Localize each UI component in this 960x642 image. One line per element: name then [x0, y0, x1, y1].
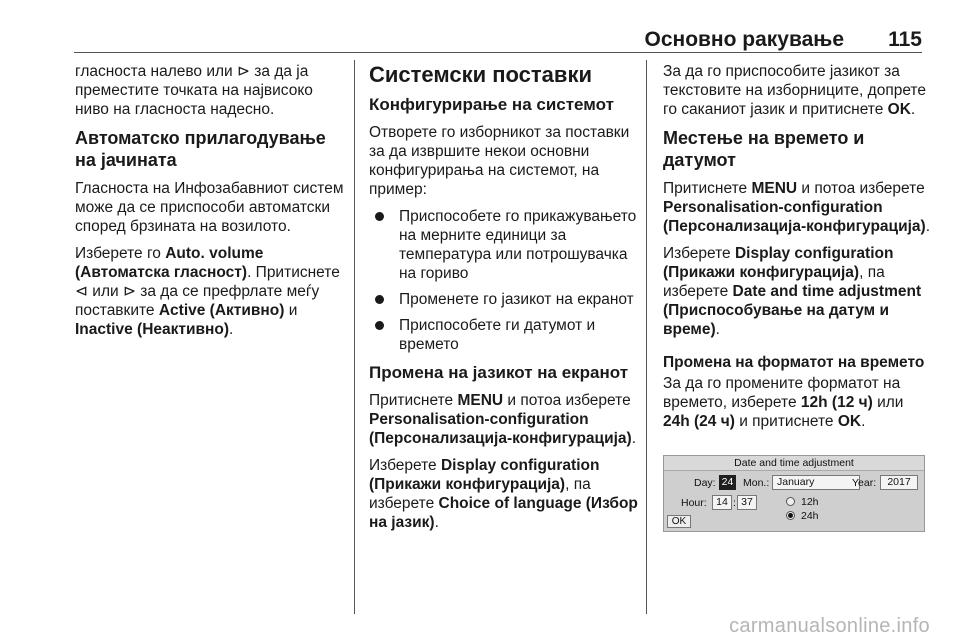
- radio-12h-label: 12h: [801, 496, 819, 508]
- auto-volume-option: Auto. volume (Автоматска гласност): [75, 245, 264, 281]
- minute-field[interactable]: 37: [737, 495, 757, 510]
- language-paragraph-3: За да го приспособите јазикот за текстовите на изборниците, допрете го саканиот јазик и притиснете OK.: [663, 63, 926, 118]
- column-2: [369, 62, 639, 540]
- page-number: 115: [888, 28, 922, 51]
- section-title: Основно ракување: [644, 28, 844, 51]
- choice-language-option: Choice of language (Избор на јазик): [369, 495, 638, 531]
- display-config-option: Display configuration (Прикажи конфигурација): [369, 457, 600, 493]
- dialog-title: Date and time adjustment: [664, 456, 924, 471]
- radio-24h[interactable]: [786, 511, 795, 520]
- hour-field[interactable]: 14: [712, 495, 732, 510]
- system-settings-title: Системски поставки: [369, 62, 592, 87]
- header-rule: [74, 52, 922, 53]
- personalisation-option: Personalisation-configuration (Персонализација-конфигурација): [369, 411, 632, 447]
- datetime-paragraph-2: Изберете Display configuration (Прикажи конфигурација), па изберете Date and time adjustment (Приспособување на датум и време).: [663, 245, 922, 338]
- settings-bullet-list: [369, 207, 639, 354]
- system-config-subtitle: Конфигурирање на системот: [369, 95, 614, 114]
- day-field[interactable]: 24: [719, 475, 736, 490]
- list-item: Променете го јазикот на екранот: [369, 290, 639, 309]
- year-label: Year:: [852, 477, 877, 489]
- display-config-option: Display configuration (Прикажи конфигурација): [663, 245, 894, 281]
- year-field[interactable]: 2017: [880, 475, 918, 490]
- bullet-icon: [375, 321, 384, 330]
- time-format-paragraph: За да го промените форматот на времето, изберете 12h (12 ч) или 24h (24 ч) и притиснете OK.: [663, 375, 904, 430]
- list-item: Приспособете ги датумот и времето: [369, 316, 639, 354]
- ok-button[interactable]: OK: [667, 515, 691, 528]
- day-label: Day:: [694, 477, 716, 489]
- time-format-heading: Промена на форматот на времето: [663, 354, 925, 371]
- date-time-adjust-option: Date and time adjustment (Приспособување на датум и време): [663, 283, 922, 338]
- language-paragraph-2: Изберете Display configuration (Прикажи конфигурација), па изберете Choice of language (Избор на јазик).: [369, 457, 638, 531]
- datetime-paragraph-1: Притиснете MENU и потоа изберете Personalisation-configuration (Персонализација-конфигурација).: [663, 180, 930, 235]
- option-12h: 12h (12 ч): [800, 394, 873, 411]
- list-item: Приспособете го прикажувањето на мерните единици за температура или потрошувачка на гориво: [369, 207, 639, 283]
- auto-volume-heading: Автоматско прилагодување на јачината: [75, 128, 326, 170]
- menu-key: MENU: [457, 392, 504, 409]
- column-divider-2: [646, 60, 647, 614]
- ok-key: OK: [887, 101, 911, 118]
- time-separator: :: [733, 497, 736, 509]
- hour-label: Hour:: [681, 497, 707, 509]
- watermark: carmanualsonline.info: [729, 615, 930, 637]
- datetime-heading: Местење на времето и датумот: [663, 128, 865, 170]
- system-config-paragraph: Отворете го изборникот за поставки за да извршите некои основни конфигурирања на системот, на пример:: [369, 124, 630, 198]
- inactive-option: Inactive (Неактивно): [75, 321, 230, 338]
- column-1: [75, 62, 345, 347]
- page-header: [0, 0, 960, 52]
- radio-12h[interactable]: [786, 497, 795, 506]
- radio-24h-label: 24h: [801, 510, 819, 522]
- intro-paragraph: гласноста налево или ⊳ за да ја преместите точката на највисоко ниво на гласноста надесно.: [75, 63, 313, 118]
- ok-key: OK: [837, 413, 862, 430]
- column-divider-1: [354, 60, 355, 614]
- month-field[interactable]: January: [772, 475, 860, 490]
- auto-volume-paragraph: Гласноста на Инфозабавниот систем може да се приспособи автоматски според брзината на возилото.: [75, 180, 344, 235]
- month-label: Mon.:: [743, 477, 770, 489]
- menu-key: MENU: [751, 180, 798, 197]
- bullet-icon: [375, 295, 384, 304]
- personalisation-option: Personalisation-configuration (Персонализација-конфигурација): [663, 199, 926, 235]
- column-3: [663, 62, 931, 532]
- bullet-icon: [375, 212, 384, 221]
- active-option: Active (Активно): [158, 302, 285, 319]
- language-paragraph-1: Притиснете MENU и потоа изберете Personalisation-configuration (Персонализација-конфигурација).: [369, 392, 636, 447]
- language-heading: Промена на јазикот на екранот: [369, 363, 629, 382]
- auto-volume-instructions: Изберете го Auto. volume (Автоматска гласност). Притиснете ⊲ или ⊳ за да се префрлате меѓу поставките Active (Активно) и Inactive (Неактивно).: [75, 245, 340, 338]
- option-24h: 24h (24 ч): [663, 413, 735, 430]
- date-time-dialog: [663, 455, 925, 532]
